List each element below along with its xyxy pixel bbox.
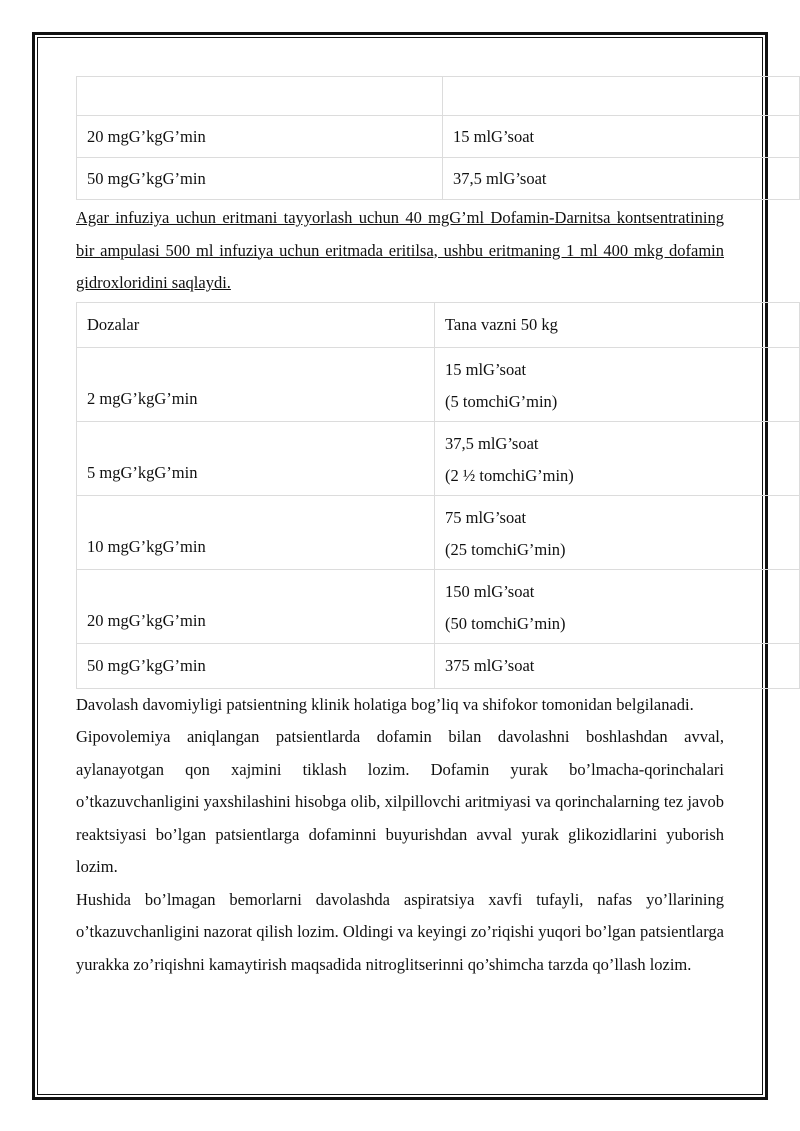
- table-row: [77, 347, 800, 421]
- table-row: [77, 643, 800, 688]
- dose-cell: 20 mgG’kgG’min: [77, 116, 443, 158]
- rate-cell: 375 mlG’soat: [435, 643, 800, 688]
- table-row: [77, 116, 800, 158]
- hypovolemia-paragraph: Gipovolemiya aniqlangan patsientlarda dofamin bilan davolashni boshlashdan avval, aylanayotgan qon xajmini tiklash lozim. Dofamin yurak bo’lmacha-qorinchalari o’tkazuvchanligini yaxshilashini hisobga olib, xilpillovchi aritmiyasi va qorinchalarning tez javob reaktsiyasi bo’lgan patsientlarga dofaminni buyurishdan avval yurak glikozidlarini yuborish lozim.: [76, 727, 724, 876]
- rate-cell: [435, 347, 800, 421]
- dose-cell: 10 mgG’kgG’min: [77, 495, 435, 569]
- table-row: [77, 569, 800, 643]
- dose-cell: 50 mgG’kgG’min: [77, 158, 443, 200]
- dose-cell: 20 mgG’kgG’min: [77, 569, 435, 643]
- table-header-row: [77, 302, 800, 347]
- rate-cell: [435, 569, 800, 643]
- drops-value: (2 ½ tomchiG’min): [445, 465, 574, 485]
- volume-cell: 37,5 mlG’soat: [443, 158, 800, 200]
- dose-cell: 5 mgG’kgG’min: [77, 421, 435, 495]
- rate-value: 150 mlG’soat: [445, 581, 535, 601]
- preparation-note: Agar infuziya uchun eritmani tayyorlash uchun 40 mgG’ml Dofamin-Darnitsa kontsentratining bir ampulasi 500 ml infuziya uchun eritmada eritilsa, ushbu eritmaning 1 ml 400 mkg dofamin gidroxloridini saqlaydi.: [76, 208, 724, 292]
- header-doses: Dozalar: [77, 302, 435, 347]
- rate-cell: [435, 421, 800, 495]
- dose-cell: [77, 77, 443, 116]
- document-body: [76, 76, 724, 981]
- dosage-table-top: [76, 76, 800, 200]
- table-row: [77, 495, 800, 569]
- rate-cell: [435, 495, 800, 569]
- dose-cell: 50 mgG’kgG’min: [77, 643, 435, 688]
- rate-value: 15 mlG’soat: [445, 359, 527, 379]
- header-body-weight: Tana vazni 50 kg: [435, 302, 800, 347]
- duration-paragraph: Davolash davomiyligi patsientning klinik holatiga bog’liq va shifokor tomonidan belgilanadi.: [76, 694, 694, 714]
- table-row: [77, 421, 800, 495]
- drops-value: (5 tomchiG’min): [445, 391, 558, 411]
- dose-cell: 2 mgG’kgG’min: [77, 347, 435, 421]
- rate-value: 37,5 mlG’soat: [445, 433, 539, 453]
- drops-value: (25 tomchiG’min): [445, 539, 566, 559]
- table-row: [77, 77, 800, 116]
- table-row: [77, 158, 800, 200]
- volume-cell: [443, 77, 800, 116]
- rate-value: 75 mlG’soat: [445, 507, 527, 527]
- volume-cell: 15 mlG’soat: [443, 116, 800, 158]
- dosage-table-main: [76, 302, 800, 689]
- drops-value: (50 tomchiG’min): [445, 613, 566, 633]
- aspiration-paragraph: Hushida bo’lmagan bemorlarni davolashda aspiratsiya xavfi tufayli, nafas yo’llarining o’tkazuvchanligini nazorat qilish lozim. Oldingi va keyingi zo’riqishi yuqori bo’lgan patsientlarga yurakka zo’riqishni kamaytirish maqsadida nitroglitserinni qo’shimcha tarzda qo’llash lozim.: [76, 889, 724, 974]
